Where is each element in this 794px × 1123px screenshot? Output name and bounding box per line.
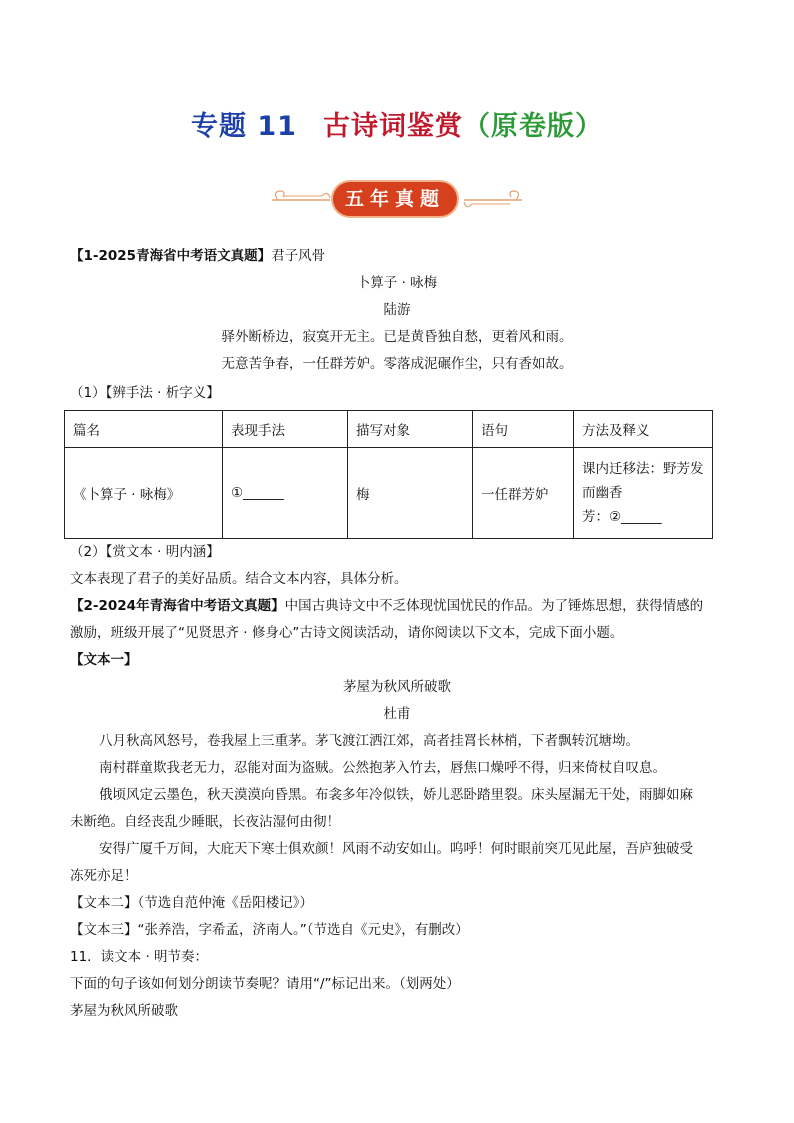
q2-poem-line: 八月秋高风怒号，卷我屋上三重茅。茅飞渡江洒江郊，高者挂罥长林梢，下者飘转沉塘坳。 (99, 733, 639, 749)
q1-analysis-table (64, 410, 713, 539)
table-header-cell: 方法及释义 (574, 411, 713, 448)
title-topic-number: 专题 11 (191, 111, 297, 142)
table-cell-method-blank: ①______ (223, 448, 348, 539)
q2-source: 【2-2024年青海省中考语文真题】 (70, 598, 285, 614)
table-cell-sentence: 一任群芳妒 (473, 448, 574, 539)
table-header-row (65, 411, 713, 448)
explanation-line-blank: 芳：②______ (582, 509, 662, 525)
table-row (65, 448, 713, 539)
q1-poem-title: 卜算子 · 咏梅 (356, 275, 438, 291)
table-cell-title: 《卜算子 · 咏梅》 (65, 448, 223, 539)
q2-poem-line: 冻死亦足！ (70, 868, 138, 884)
q11-instruction: 下面的句子该如何划分朗读节奏呢？请用“/”标记出来。（划两处） (70, 976, 460, 992)
table-header-cell: 篇名 (65, 411, 223, 448)
table-header-cell: 语句 (473, 411, 574, 448)
explanation-line: 而幽香 (582, 485, 623, 501)
q2-poem-line: 南村群童欺我老无力，忍能对面为盗贼。公然抱茅入竹去，唇焦口燥呼不得，归来倚杖自叹息。 (99, 760, 666, 776)
five-year-exam-badge: 五年真题 (333, 182, 457, 216)
q2-poem-author: 杜甫 (383, 706, 411, 722)
table-cell-explanation (574, 448, 713, 539)
title-edition: （原卷版） (462, 111, 603, 142)
q2-poem-line: 未断绝。自经丧乱少睡眠，长夜沾湿何由彻！ (70, 814, 340, 830)
q2-intro-line: 激励，班级开展了“见贤思齐 · 修身心”古诗文阅读活动，请你阅读以下文本，完成下面小题。 (70, 625, 624, 641)
q2-intro-text: 中国古典诗文中不乏体现忧国忧民的作品。为了锤炼思想，获得情感的 (284, 598, 704, 614)
explanation-line: 课内迁移法：野芳发 (582, 461, 704, 477)
q2-poem-title: 茅屋为秋风所破歌 (343, 679, 451, 695)
q2-text2: 【文本二】（节选自范仲淹《岳阳楼记》） (70, 895, 313, 911)
title-topic-name: 古诗词鉴赏 (322, 111, 463, 142)
q1-heading (70, 246, 325, 266)
q11-label: 11．读文本 · 明节奏： (70, 949, 209, 965)
section-badge-banner (270, 180, 524, 218)
q1-topic: 君子风骨 (271, 248, 326, 264)
table-header-cell: 表现手法 (223, 411, 348, 448)
q1-source: 【1-2025青海省中考语文真题】 (70, 248, 272, 264)
q1-poem-line: 驿外断桥边，寂寞开无主。已是黄昏独自愁，更着风和雨。 (221, 329, 573, 345)
left-cloud-ornament-icon (270, 188, 332, 212)
q1-poem-line: 无意苦争春，一任群芳妒。零落成泥碾作尘，只有香如故。 (221, 356, 573, 372)
q2-text1-label: 【文本一】 (70, 652, 138, 668)
q2-poem-line: 安得广厦千万间，大庇天下寒士俱欢颜！风雨不动安如山。呜呼！何时眼前突兀见此屋，吾庐独破受 (99, 841, 693, 857)
q2-intro-line (70, 596, 703, 616)
q1-sub1-label: （1）【辨手法 · 析字义】 (70, 385, 220, 401)
q1-poem-author: 陆游 (383, 302, 411, 318)
table-cell-object: 梅 (348, 448, 473, 539)
q2-poem-line: 俄顷风定云墨色，秋天漠漠向昏黑。布衾多年冷似铁，娇儿恶卧踏里裂。床头屋漏无干处，雨脚如麻 (99, 787, 693, 803)
page-title (0, 104, 794, 143)
q11-sentence: 茅屋为秋风所破歌 (70, 1003, 178, 1019)
q1-sub2-label: （2）【赏文本 · 明内涵】 (70, 544, 220, 560)
right-cloud-ornament-icon (462, 188, 524, 212)
q2-text3: 【文本三】“张养浩，字希孟，济南人。”（节选自《元史》，有删改） (70, 922, 469, 938)
table-header-cell: 描写对象 (348, 411, 473, 448)
q1-sub2-text: 文本表现了君子的美好品质。结合文本内容，具体分析。 (70, 571, 408, 587)
